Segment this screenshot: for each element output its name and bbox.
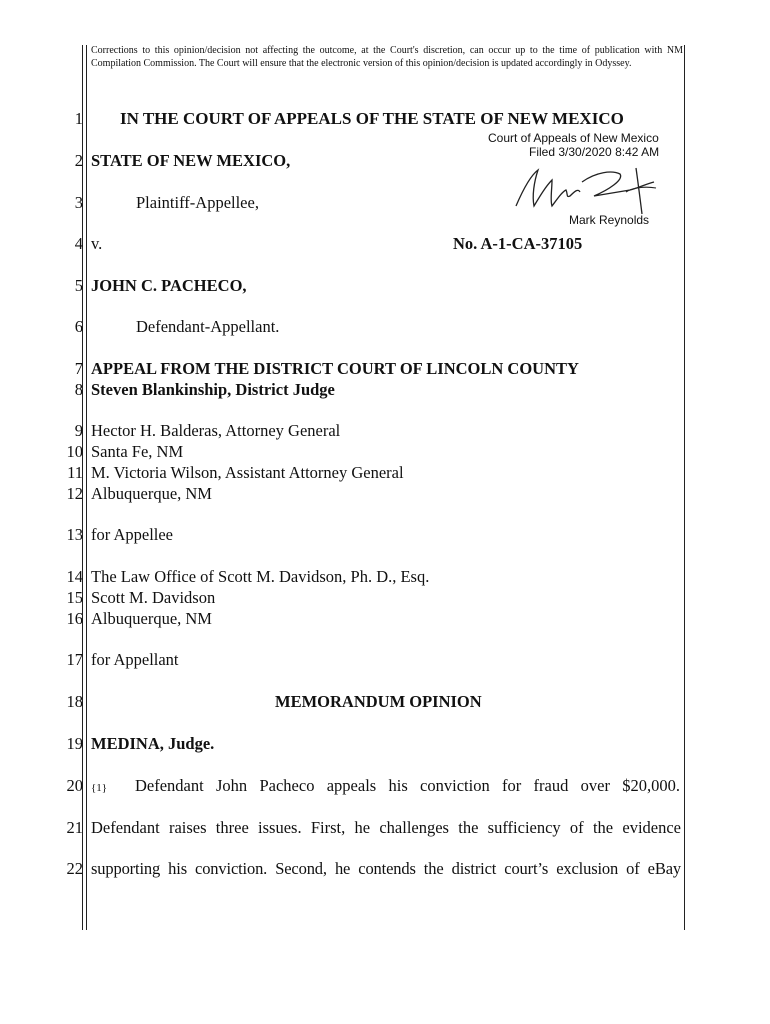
counsel-appellee-city-1: Santa Fe, NM <box>91 442 184 461</box>
line-number: 1 <box>74 109 83 128</box>
line-number: 22 <box>66 859 83 878</box>
left-margin-rule-inner <box>86 45 87 930</box>
line-number: 6 <box>74 317 83 336</box>
body-line-21: Defendant raises three issues. First, he challenges the sufficiency of the evidence <box>91 818 681 837</box>
plaintiff-name: STATE OF NEW MEXICO, <box>91 151 291 170</box>
line-number: 12 <box>66 484 83 503</box>
appeal-heading: APPEAL FROM THE DISTRICT COURT OF LINCOLN COUNTY <box>91 359 579 378</box>
court-caption: IN THE COURT OF APPEALS OF THE STATE OF NEW MEXICO <box>120 109 624 128</box>
counsel-appellee-city-2: Albuquerque, NM <box>91 484 212 503</box>
line-number: 7 <box>74 359 83 378</box>
body-line-22: supporting his conviction. Second, he contends the district court’s exclusion of eBay <box>91 859 681 878</box>
line-number: 19 <box>66 734 83 753</box>
line-number: 2 <box>74 151 83 170</box>
district-judge: Steven Blankinship, District Judge <box>91 380 335 399</box>
clerk-signature <box>508 162 660 216</box>
opinion-title: MEMORANDUM OPINION <box>275 692 482 711</box>
for-appellant: for Appellant <box>91 650 179 669</box>
versus: v. <box>91 234 103 253</box>
plaintiff-role: Plaintiff-Appellee, <box>136 193 259 212</box>
counsel-appellant-city: Albuquerque, NM <box>91 609 212 628</box>
counsel-appellee-2: M. Victoria Wilson, Assistant Attorney General <box>91 463 404 482</box>
filing-stamp-clerk: Mark Reynolds <box>569 213 650 227</box>
line-number: 11 <box>67 463 83 482</box>
line-number: 9 <box>74 421 83 440</box>
line-number: 5 <box>74 276 83 295</box>
right-margin-rule <box>684 45 685 930</box>
filing-stamp-court: Court of Appeals of New Mexico <box>488 131 659 145</box>
counsel-appellee-1: Hector H. Balderas, Attorney General <box>91 421 341 440</box>
line-number: 10 <box>66 442 83 461</box>
paragraph-marker: {1} <box>91 782 108 794</box>
line-number: 13 <box>66 525 83 544</box>
body-line-20: Defendant John Pacheco appeals his conviction for fraud over $20,000. <box>135 776 680 795</box>
case-number: No. A-1-CA-37105 <box>453 234 583 253</box>
for-appellee: for Appellee <box>91 525 174 544</box>
corrections-note: Corrections to this opinion/decision not affecting the outcome, at the Court's discretion, can occur up to the time of publication with NM Compilation Commission. The Court will ensure that the electronic version of this opinion/decision is updated accordingly in Odyssey. <box>91 45 683 69</box>
author-judge: MEDINA, Judge. <box>91 734 215 753</box>
counsel-appellant-firm: The Law Office of Scott M. Davidson, Ph. D., Esq. <box>91 567 430 586</box>
filing-stamp-date: Filed 3/30/2020 8:42 AM <box>529 145 660 159</box>
counsel-appellant-name: Scott M. Davidson <box>91 588 216 607</box>
line-number: 15 <box>66 588 83 607</box>
line-number: 21 <box>66 818 83 837</box>
defendant-role: Defendant-Appellant. <box>136 317 280 336</box>
line-number: 17 <box>66 650 83 669</box>
defendant-name: JOHN C. PACHECO, <box>91 276 247 295</box>
line-number: 3 <box>74 193 83 212</box>
line-number: 18 <box>66 692 83 711</box>
line-number: 4 <box>74 234 83 253</box>
line-number: 14 <box>66 567 83 586</box>
line-number: 16 <box>66 609 83 628</box>
line-number: 20 <box>66 776 83 795</box>
line-number: 8 <box>74 380 83 399</box>
